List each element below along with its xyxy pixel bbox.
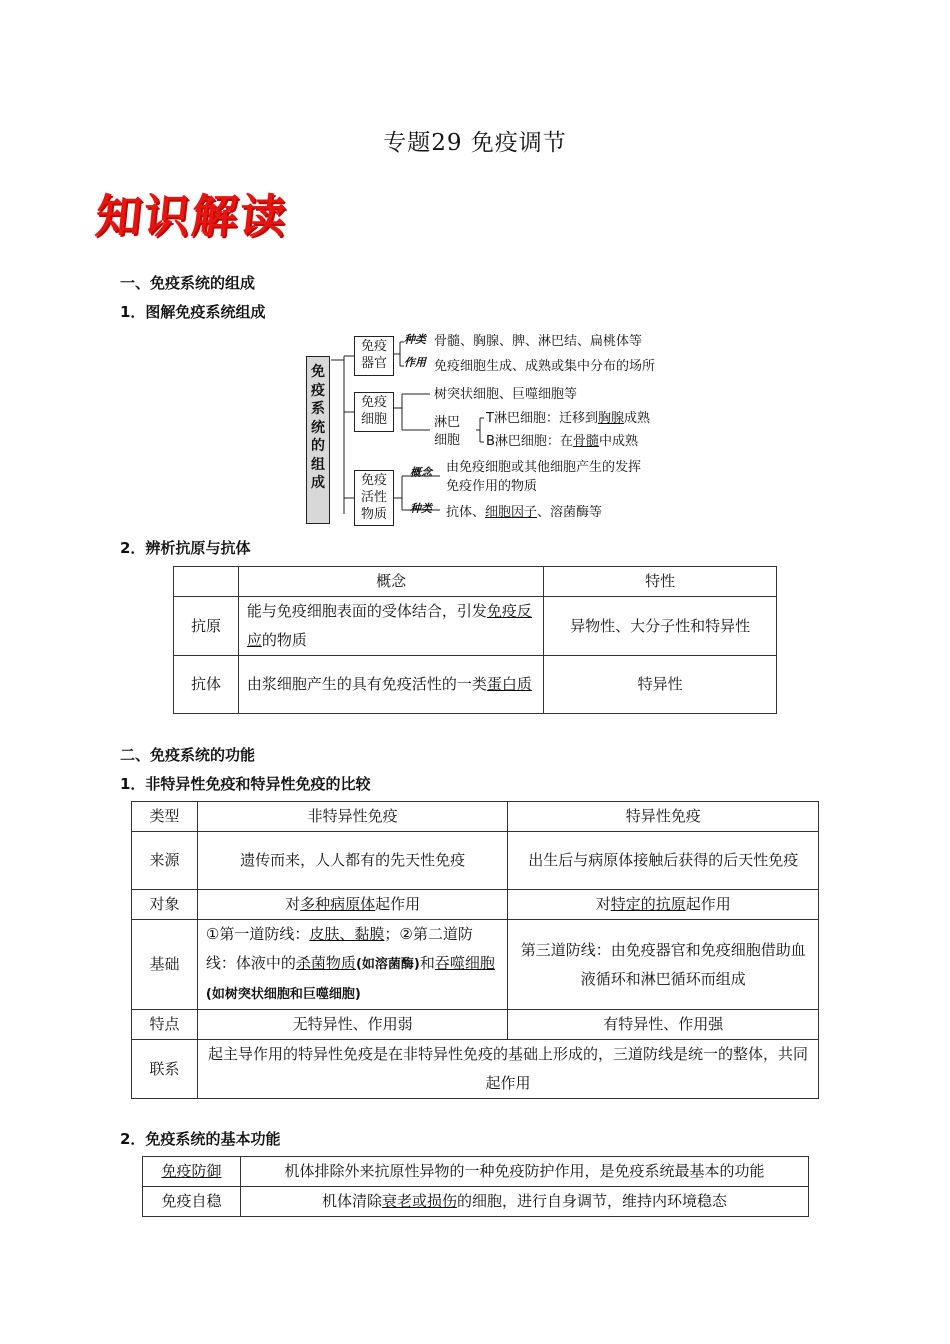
row-name: 抗体 xyxy=(174,656,239,714)
heading-diagram: 1．图解免疫系统组成 xyxy=(120,303,266,321)
row-nonspecific: ①第一道防线：皮肤、黏膜；②第二道防线：体液中的杀菌物质(如溶菌酶)和吞噬细胞(如树突状细胞和巨噬细胞) xyxy=(197,920,508,1010)
cell-lymphocyte: 淋巴细胞 xyxy=(434,415,461,448)
table-header-specific: 特异性免疫 xyxy=(508,802,819,832)
row-concept: 由浆细胞产生的具有免疫活性的一类蛋白质 xyxy=(238,656,543,714)
row-name: 免疫自稳 xyxy=(143,1187,241,1217)
table-header-type: 类型 xyxy=(132,802,198,832)
row-concept: 能与免疫细胞表面的受体结合，引发免疫反应的物质 xyxy=(238,597,543,656)
tag-organ-role: 作用 xyxy=(404,356,426,369)
heading-immune-function: 二、免疫系统的功能 xyxy=(120,746,256,764)
basic-function-table xyxy=(142,1156,809,1217)
organ-role: 免疫细胞生成、成熟或集中分布的场所 xyxy=(434,359,656,374)
tag-active-kind: 种类 xyxy=(410,502,432,515)
row-specific: 对特定的抗原起作用 xyxy=(508,890,819,920)
heading-immune-composition: 一、免疫系统的组成 xyxy=(120,274,256,292)
section-banner: 知识解读 xyxy=(92,189,291,243)
active-concept-line2: 免疫作用的物质 xyxy=(446,479,538,494)
heading-antigen-antibody: 2．辨析抗原与抗体 xyxy=(120,539,251,557)
table-row xyxy=(132,1010,819,1040)
row-nonspecific: 遗传而来，人人都有的先天性免疫 xyxy=(197,832,508,890)
row-nonspecific: 对多种病原体起作用 xyxy=(197,890,508,920)
row-specific: 出生后与病原体接触后获得的后天性免疫 xyxy=(508,832,819,890)
cell-t-lymphocyte: T淋巴细胞：迁移到胸腺成熟 xyxy=(486,411,650,426)
box-immune-organ: 免疫器官 xyxy=(354,336,394,376)
tag-active-concept: 概念 xyxy=(410,466,432,479)
row-nonspecific: 无特异性、作用弱 xyxy=(197,1010,508,1040)
row-specific: 有特异性、作用强 xyxy=(508,1010,819,1040)
heading-immunity-compare: 1．非特异性免疫和特异性免疫的比较 xyxy=(120,775,371,793)
row-name: 抗原 xyxy=(174,597,239,656)
row-name: 特点 xyxy=(132,1010,198,1040)
row-name: 来源 xyxy=(132,832,198,890)
table-header-nonspecific: 非特异性免疫 xyxy=(197,802,508,832)
row-trait: 异物性、大分子性和特异性 xyxy=(544,597,777,656)
table-row xyxy=(132,1040,819,1099)
diagram-root-box: 免疫系统的组成 xyxy=(306,356,330,524)
table-header-blank xyxy=(174,567,239,597)
immune-system-diagram xyxy=(300,330,700,530)
organ-kinds: 骨髓、胸腺、脾、淋巴结、扁桃体等 xyxy=(434,334,643,349)
heading-basic-function: 2．免疫系统的基本功能 xyxy=(120,1130,281,1148)
page-title: 专题29 免疫调节 xyxy=(383,130,567,156)
table-row xyxy=(174,656,777,714)
immunity-compare-table xyxy=(131,801,819,1099)
table-header-concept: 概念 xyxy=(238,567,543,597)
table-row xyxy=(132,920,819,1010)
box-active-substance: 免疫活性物质 xyxy=(354,470,394,526)
row-specific: 第三道防线：由免疫器官和免疫细胞借助血液循环和淋巴循环而组成 xyxy=(508,920,819,1010)
row-name: 对象 xyxy=(132,890,198,920)
table-row xyxy=(143,1157,809,1187)
row-trait: 特异性 xyxy=(544,656,777,714)
row-name: 免疫防御 xyxy=(143,1157,241,1187)
box-immune-cell: 免疫细胞 xyxy=(354,392,394,432)
row-text: 机体清除衰老或损伤的细胞，进行自身调节，维持内环境稳态 xyxy=(241,1187,809,1217)
table-row xyxy=(132,832,819,890)
row-relation: 起主导作用的特异性免疫是在非特异性免疫的基础上形成的，三道防线是统一的整体，共同起作用 xyxy=(197,1040,818,1099)
row-name: 联系 xyxy=(132,1040,198,1099)
table-row xyxy=(132,890,819,920)
table-header-trait: 特性 xyxy=(544,567,777,597)
row-name: 基础 xyxy=(132,920,198,1010)
table-row xyxy=(174,597,777,656)
active-concept-line1: 由免疫细胞或其他细胞产生的发挥 xyxy=(446,460,642,475)
active-kinds: 抗体、细胞因子、溶菌酶等 xyxy=(446,505,603,520)
row-text: 机体排除外来抗原性异物的一种免疫防护作用，是免疫系统最基本的功能 xyxy=(241,1157,809,1187)
tag-organ-kind: 种类 xyxy=(404,333,426,346)
table-row xyxy=(143,1187,809,1217)
cell-b-lymphocyte: B淋巴细胞：在骨髓中成熟 xyxy=(486,434,638,449)
cell-dendritic: 树突状细胞、巨噬细胞等 xyxy=(434,387,578,402)
antigen-antibody-table xyxy=(173,566,777,714)
